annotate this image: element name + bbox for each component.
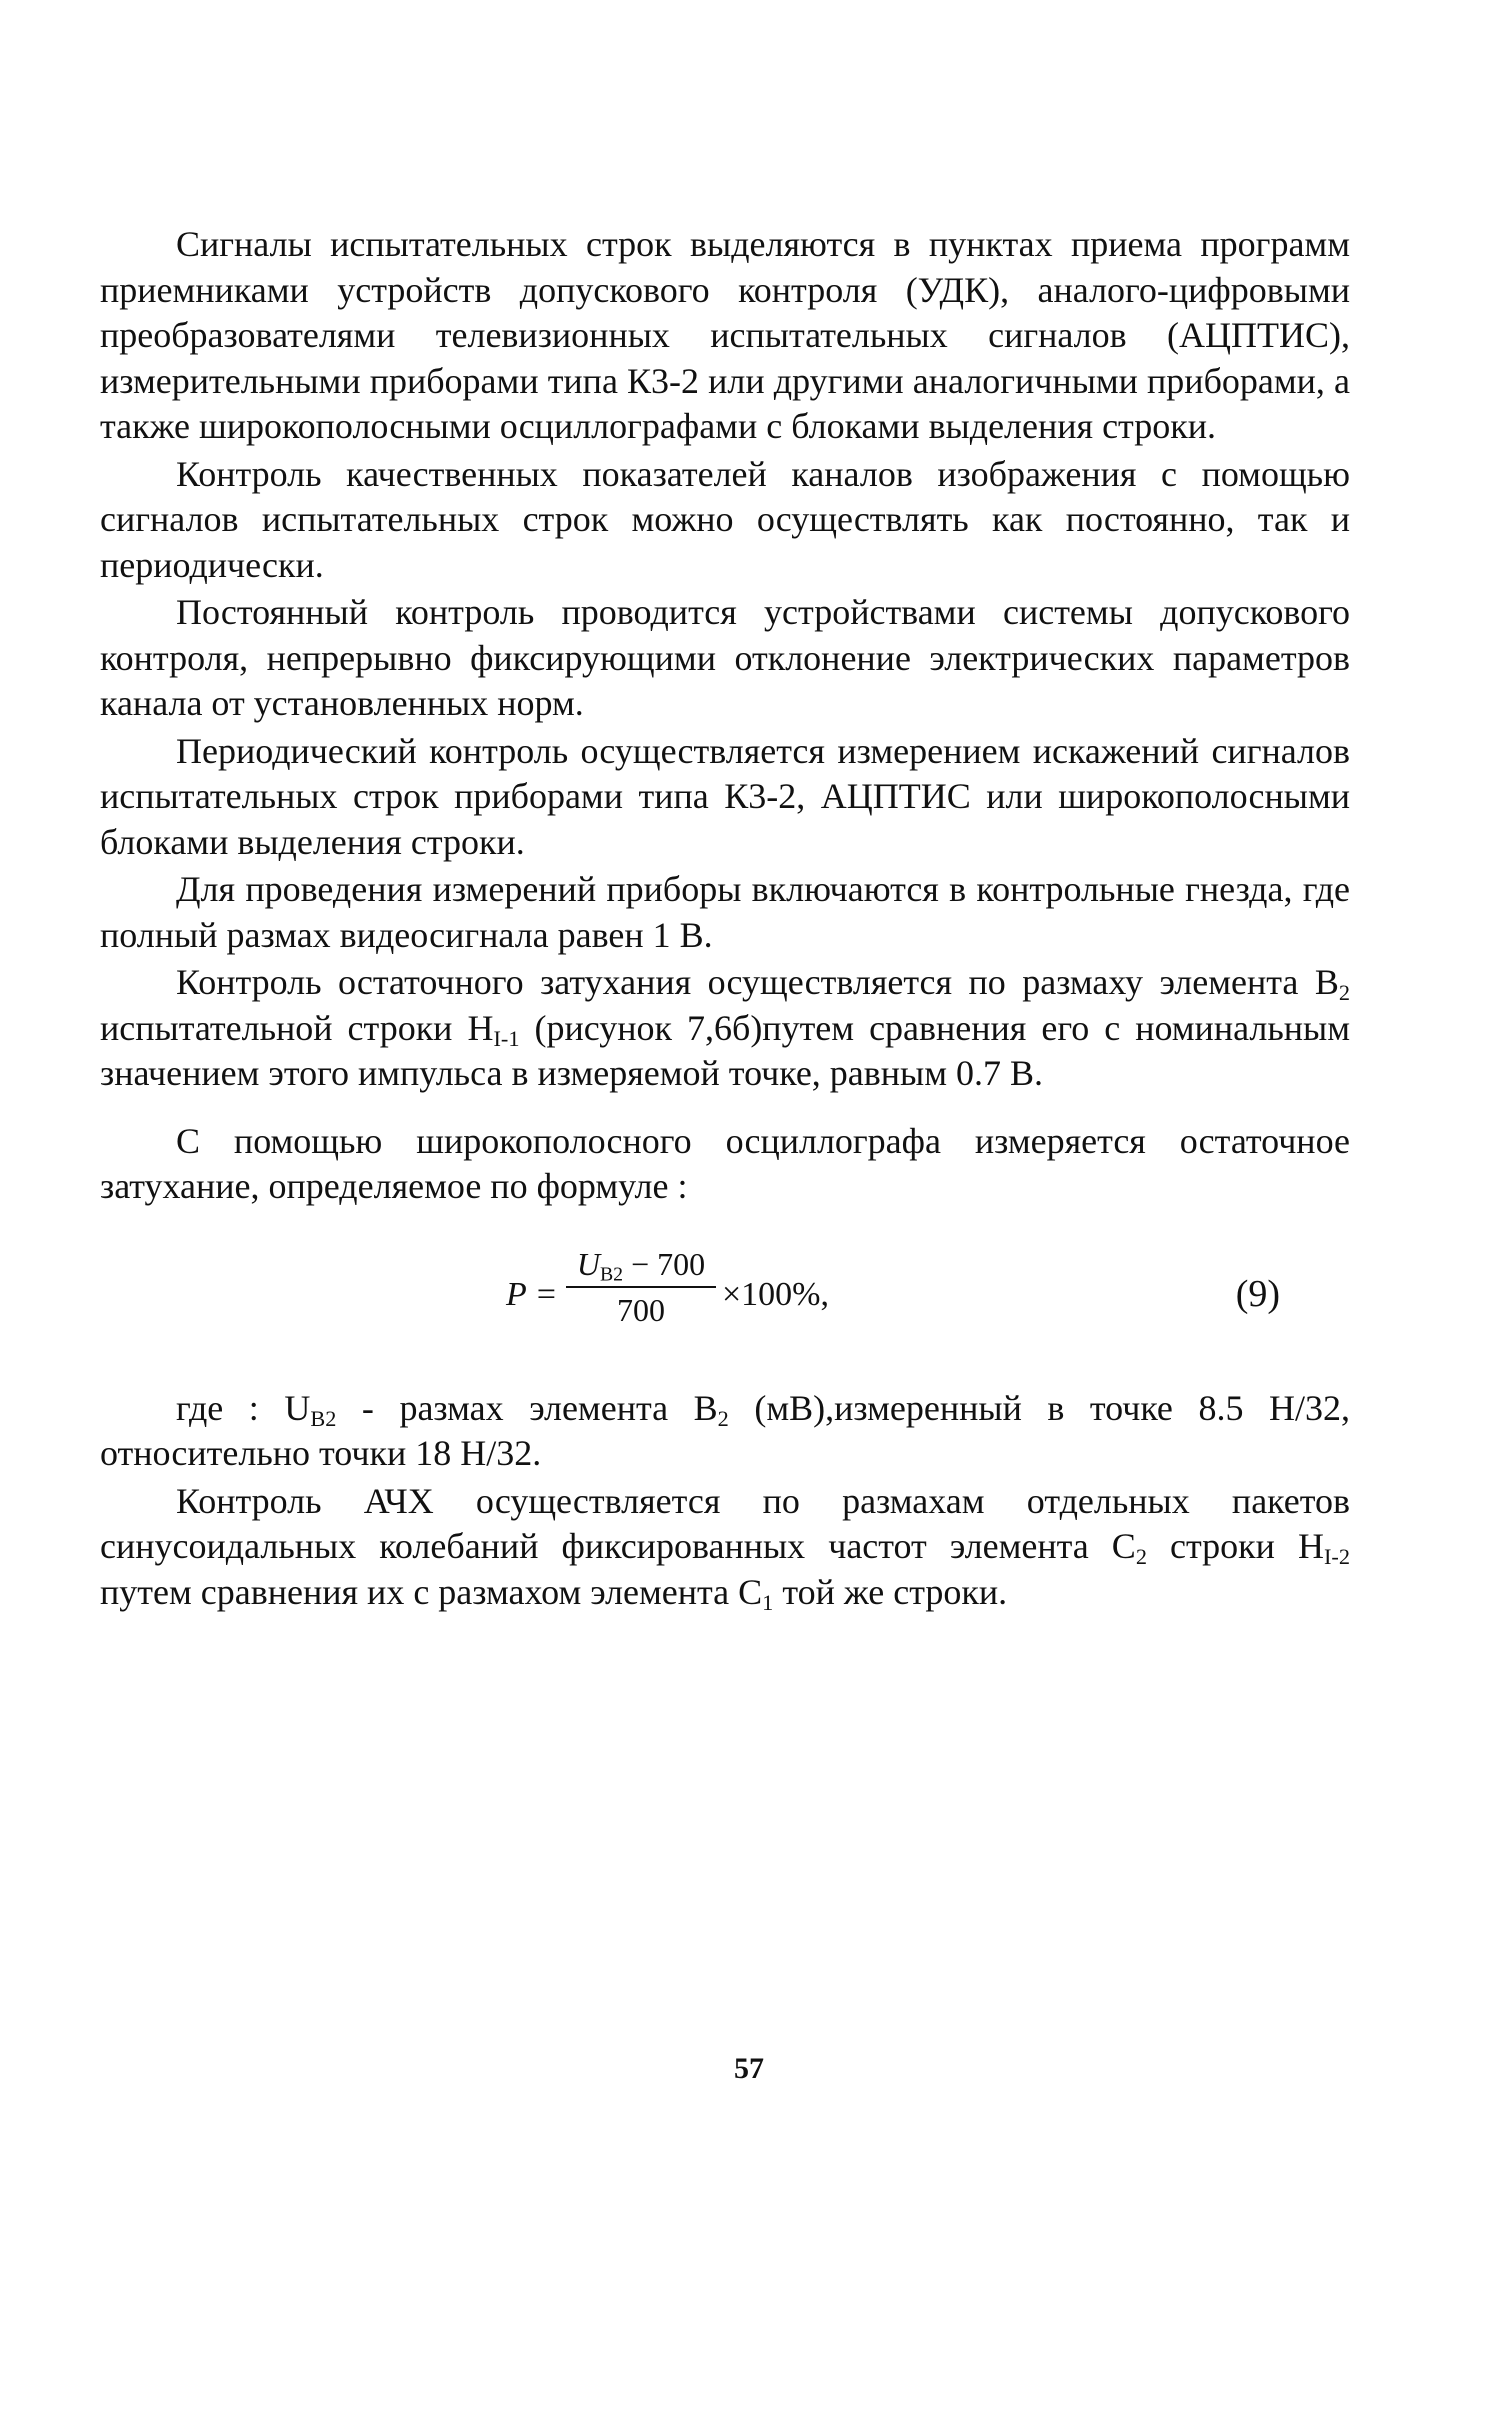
paragraph-8: где : $U_{B2}$ - размах элемента $В_2$ (мВ),измеренный в точке 8.5 Н/32, относительно точки 18 Н/32.	[100, 1387, 1350, 1473]
formula-9	[100, 1238, 1350, 1358]
paragraph-4: Периодический контроль осуществляется измерением искажений сигналов испытательных строк приборами типа К3-2, АЦПТИС или широкополосными блоками выделения строки.	[100, 730, 1350, 862]
paragraph-1: Сигналы испытательных строк выделяются в пунктах приема программ приемниками устройств допускового контроля (УДК), аналого-цифровыми преобразователями телевизионных испытательных сигналов (АЦПТИС), измерительными приборами типа К3-2 или другими аналогичными приборами, а также широкополосными осциллографами с блоками выделения строки.	[100, 224, 1350, 446]
formula-denominator: 700	[617, 1291, 665, 1328]
paragraph-7: С помощью широкополосного осциллографа измеряется остаточное затухание, определяемое по формуле :	[100, 1120, 1350, 1206]
equation-number: (9)	[1235, 1272, 1280, 1315]
formula-numerator: $U_{B2} - 700$	[566, 1244, 716, 1288]
paragraph-2: Контроль качественных показателей каналов изображения с помощью сигналов испытательных строк можно осуществлять как постоянно, так и периодически.	[100, 453, 1350, 585]
paragraph-6: Контроль остаточного затухания осуществляется по размаху элемента $В_2$ испытательной строки $Н_{I-1}$ (рисунок 7,6б)путем сравнения его с номинальным значением этого импульса в измеряемой точке, равным 0.7 В.	[100, 962, 1350, 1093]
body-text	[100, 222, 1350, 1615]
page-number: 57	[734, 2052, 764, 2085]
paragraph-5: Для проведения измерений приборы включаются в контрольные гнезда, где полный размах видеосигнала равен 1 В.	[100, 869, 1350, 955]
formula-lhs: P =	[506, 1275, 558, 1313]
formula-fraction	[566, 1244, 716, 1332]
paragraph-9: Контроль АЧХ осуществляется по размахам отдельных пакетов синусоидальных колебаний фиксированных частот элемента $С_2$ строки $Н_{I-2}$ путем сравнения их с размахом элемента $С_1$ той же строки.	[100, 1480, 1350, 1615]
formula-rhs: ×100%,	[722, 1275, 829, 1313]
paragraph-3: Постоянный контроль проводится устройствами системы допускового контроля, непрерывно фиксирующими отклонение электрических параметров канала от установленных норм.	[100, 592, 1350, 723]
